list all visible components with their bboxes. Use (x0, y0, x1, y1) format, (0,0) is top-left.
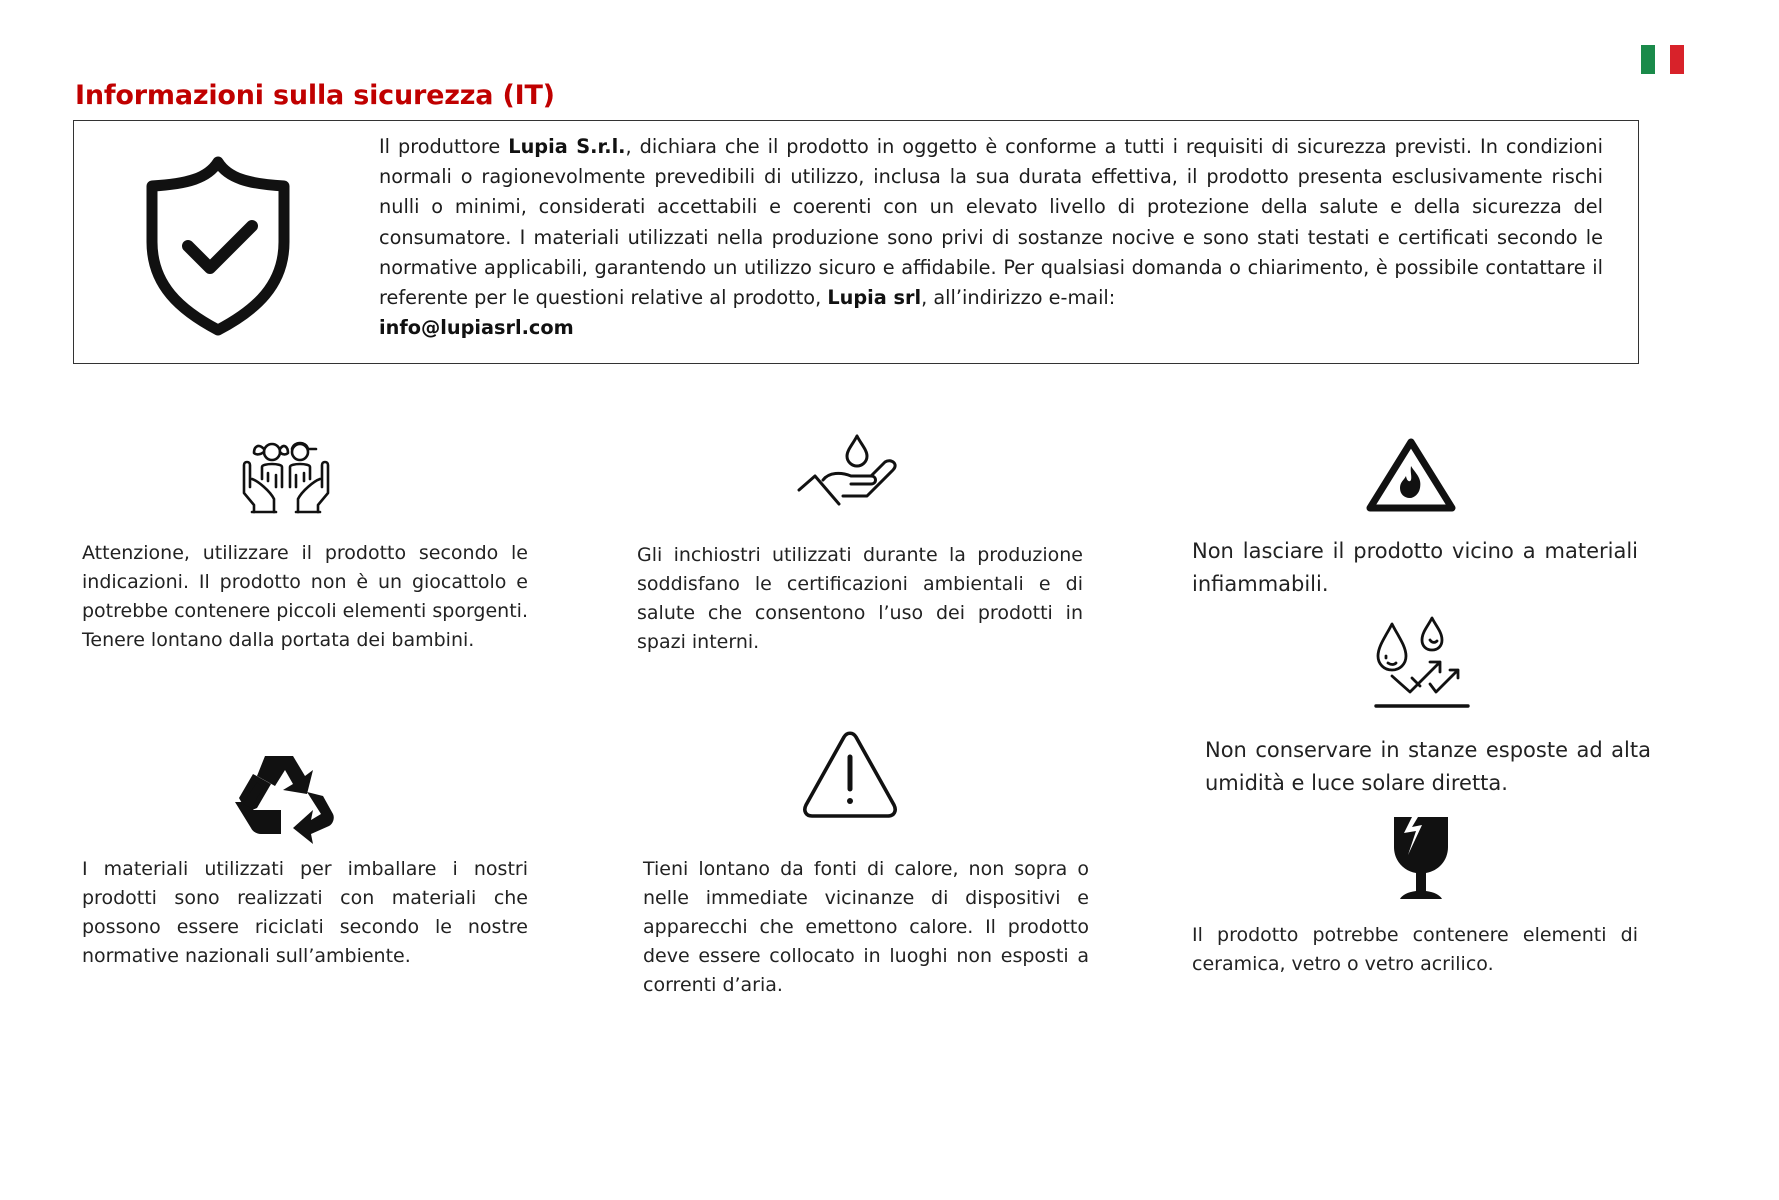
notice-flammable-text: Non lasciare il prodotto vicino a materiali infiammabili. (1192, 539, 1638, 596)
notice-humidity-text: Non conservare in stanze esposte ad alta umidità e luce solare diretta. (1205, 738, 1651, 795)
declaration-text (379, 132, 1603, 343)
humidity-sunlight-icon (1372, 616, 1472, 712)
recycle-icon (235, 752, 335, 850)
declaration-text-part: Il produttore (379, 135, 509, 158)
flag-green-stripe (1641, 45, 1655, 74)
company-name: Lupia S.r.l. (508, 135, 626, 158)
contact-email: info@lupiasrl.com (379, 316, 574, 340)
contact-name: Lupia srl (827, 286, 922, 310)
notice-children-text: Attenzione, utilizzare il prodotto secondo le indicazioni. Il prodotto non è un giocattolo e potrebbe contenere piccoli elementi sporgenti. Tenere lontano dalla portata dei bambini. (82, 542, 528, 651)
italy-flag-icon (1641, 45, 1684, 74)
notice-inks-text: Gli inchiostri utilizzati durante la produzione soddisfano le certificazioni ambientali e di salute che consentono l’uso dei prodotti in spazi interni. (637, 544, 1083, 653)
flammable-warning-icon (1364, 436, 1458, 514)
hand-water-drop-icon (795, 432, 905, 512)
notice-fragile-text: Il prodotto potrebbe contenere elementi di ceramica, vetro o vetro acrilico. (1192, 924, 1638, 975)
page-title: Informazioni sulla sicurezza (IT) (75, 80, 555, 111)
notice-heat-text: Tieni lontano da fonti di calore, non sopra o nelle immediate vicinanze di dispositivi e apparecchi che emettono calore. Il prodotto deve essere collocato in luoghi non esposti a correnti d’aria. (643, 858, 1089, 996)
notice-recycle-text: I materiali utilizzati per imballare i nostri prodotti sono realizzati con materiali che possono essere riciclati secondo le nostre normative nazionali sull’ambiente. (82, 858, 528, 967)
flag-red-stripe (1670, 45, 1684, 74)
shield-check-icon (138, 150, 298, 340)
declaration-text-part: , all’indirizzo e-mail: (921, 286, 1116, 310)
children-hands-icon (240, 437, 332, 522)
declaration-text-part: , dichiara che il prodotto in oggetto è conforme a tutti i requisiti di sicurezza previsti. In condizioni normali o ragionevolmente prevedibili di utilizzo, inclusa la sua durata effettiva, il prodotto presenta esclusivamente rischi nulli o minimi, considerati accettabili e coerenti con un elevato livello di protezione della salute e della sicurezza del consumatore. I materiali utilizzati nella produzione sono privi di sostanze nocive e sono stati testati e certificati secondo le normative applicabili, garantendo un utilizzo sicuro e affidabile. Per qualsiasi domanda o chiarimento, è possibile contattare il referente per le questioni relative al prodotto, (379, 135, 1603, 310)
fragile-glass-icon (1392, 815, 1450, 901)
warning-exclamation-icon (802, 731, 898, 819)
flag-white-stripe (1655, 45, 1669, 74)
